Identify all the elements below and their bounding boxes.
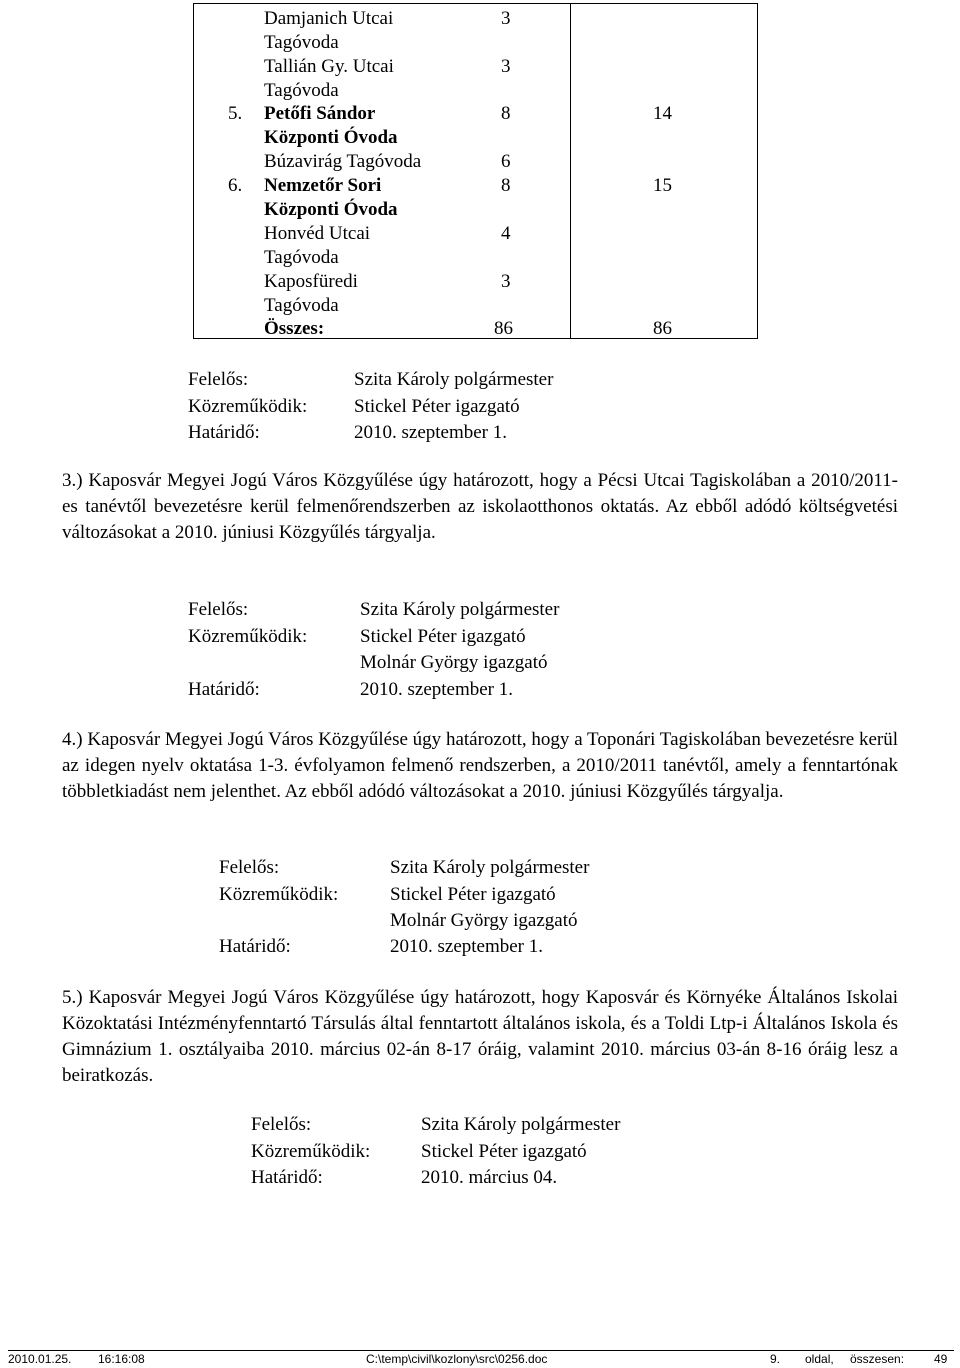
table-row-number: 6. — [228, 175, 243, 196]
kozremukodik-label: Közreműködik: — [188, 626, 308, 647]
hatarido-label: Határidő: — [219, 936, 291, 957]
kozremukodik-value: Stickel Péter igazgató — [390, 884, 556, 905]
kozremukodik-value: Stickel Péter igazgató — [421, 1141, 587, 1162]
resolution-paragraph-4 — [62, 727, 898, 805]
footer-page-label: oldal, — [805, 1352, 834, 1366]
felelos-label: Felelős: — [188, 369, 249, 390]
hatarido-label: Határidő: — [188, 422, 260, 443]
footer-time: 16:16:08 — [98, 1352, 145, 1366]
kozremukodik-label: Közreműködik: — [251, 1141, 371, 1162]
table-row-name: Búzavirág Tagóvoda — [264, 151, 422, 172]
table-row-number: 5. — [228, 103, 243, 124]
hatarido-label: Határidő: — [188, 679, 260, 700]
kozremukodik-value: Molnár György igazgató — [360, 652, 548, 673]
hatarido-value: 2010. március 04. — [421, 1167, 558, 1188]
table-cell-value: 4 — [501, 223, 511, 244]
table-row-name: Kaposfüredi Tagóvoda — [264, 271, 358, 316]
table-cell-value: 6 — [501, 151, 511, 172]
table-row-name: Nemzetőr Sori Központi Óvoda — [264, 175, 398, 220]
table-cell-total: 15 — [653, 175, 672, 196]
felelos-label: Felelős: — [219, 857, 280, 878]
hatarido-value: 2010. szeptember 1. — [354, 422, 508, 443]
table-cell-value: 8 — [501, 175, 511, 196]
table-row-name: Tallián Gy. Utcai Tagóvoda — [264, 56, 394, 101]
hatarido-value: 2010. szeptember 1. — [390, 936, 544, 957]
table-row-name: Petőfi Sándor Központi Óvoda — [264, 103, 398, 148]
kozremukodik-label: Közreműködik: — [219, 884, 339, 905]
paragraph-number: 3.) — [62, 470, 83, 491]
kozremukodik-label: Közreműködik: — [188, 396, 308, 417]
table-cell-value: 3 — [501, 56, 511, 77]
kozremukodik-value: Stickel Péter igazgató — [360, 626, 526, 647]
felelos-value: Szita Károly polgármester — [360, 599, 560, 620]
paragraph-number: 5.) — [62, 987, 83, 1008]
paragraph-text: Kaposvár Megyei Jogú Város Közgyűlése úgy határozott, hogy a Pécsi Utcai Tagiskolában a 2010/2011-es tanévtől bevezetésre kerül felmenőrendszerben az iskolaotthonos oktatás. Az ebből adódó költségvetési változásokat a 2010. júniusi Közgyűlés tárgyalja. — [62, 470, 899, 543]
kindergarten-table — [193, 3, 758, 339]
footer-total-label: összesen: — [850, 1352, 905, 1366]
felelos-value: Szita Károly polgármester — [354, 369, 554, 390]
hatarido-label: Határidő: — [251, 1167, 323, 1188]
footer-date: 2010.01.25. — [8, 1352, 72, 1366]
felelos-value: Szita Károly polgármester — [390, 857, 590, 878]
footer-page-number: 9. — [770, 1352, 781, 1366]
table-cell-value: 3 — [501, 8, 511, 29]
hatarido-value: 2010. szeptember 1. — [360, 679, 514, 700]
table-row-name: Damjanich Utcai Tagóvoda — [264, 8, 394, 53]
kozremukodik-value: Molnár György igazgató — [390, 910, 578, 931]
felelos-label: Felelős: — [251, 1114, 312, 1135]
kozremukodik-value: Stickel Péter igazgató — [354, 396, 520, 417]
resolution-paragraph-3 — [62, 468, 898, 546]
footer-total-pages: 49 — [934, 1352, 948, 1366]
table-cell-value: 3 — [501, 271, 511, 292]
paragraph-text: Kaposvár Megyei Jogú Város Közgyűlése úgy határozott, hogy a Toponári Tagiskolában bevezetésre kerül az idegen nyelv oktatása 1-3. évfolyamon felmenő rendszerben, a 2010/2011 tanévtől, amely a fenntartónak többletkiadást nem jelenthet. Az ebből adódó változásokat a 2010. júniusi Közgyűlés tárgyalja. — [62, 729, 899, 802]
paragraph-text: Kaposvár Megyei Jogú Város Közgyűlése úgy határozott, hogy Kaposvár és Környéke Általános Iskolai Közoktatási Intézményfenntartó Társulás által fenntartott általános iskola, és a Toldi Ltp-i Általános Iskola és Gimnázium 1. osztályaiba 2010. március 02-án 8-17 óráig, valamint 2010. március 03-án 8-16 óráig lesz a beiratkozás. — [62, 987, 899, 1086]
resolution-paragraph-5 — [62, 985, 898, 1089]
footer-file-path: C:\temp\civil\kozlony\src\0256.doc — [366, 1352, 548, 1366]
table-cell-value: 8 — [501, 103, 511, 124]
table-row-name: Honvéd Utcai Tagóvoda — [264, 223, 371, 268]
table-cell-total: 14 — [653, 103, 672, 124]
felelos-label: Felelős: — [188, 599, 249, 620]
table-total-sum: 86 — [653, 318, 672, 339]
footer-rule — [8, 1350, 954, 1351]
paragraph-number: 4.) — [62, 729, 83, 750]
table-total-value: 86 — [494, 318, 513, 339]
felelos-value: Szita Károly polgármester — [421, 1114, 621, 1135]
table-total-label: Összes: — [264, 318, 325, 339]
